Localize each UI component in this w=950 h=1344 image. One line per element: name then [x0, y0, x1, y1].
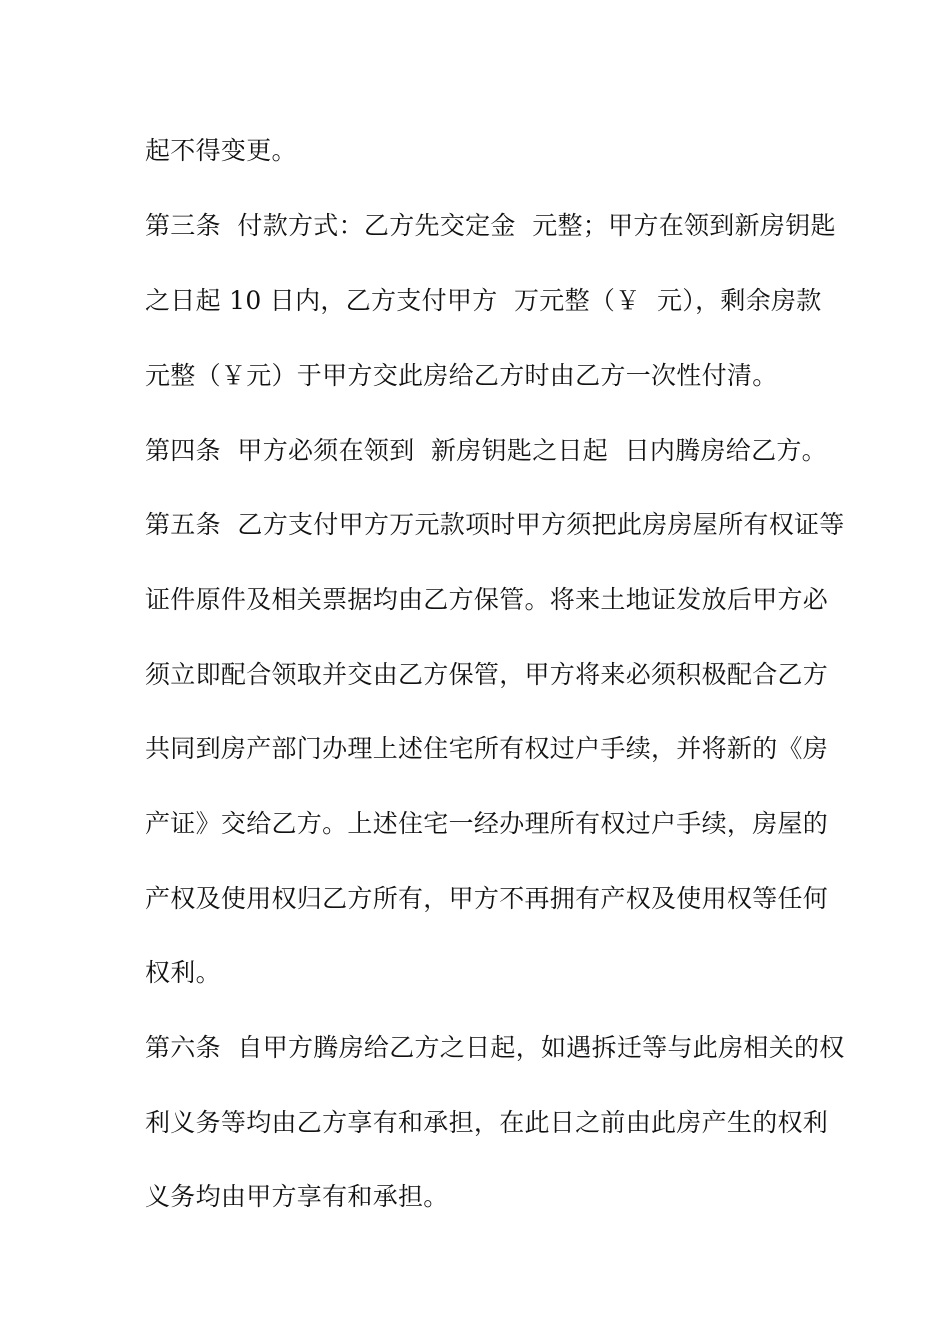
text-line: 之日起 10 日内，乙方支付甲方 万元整（￥ 元），剩余房款	[145, 286, 822, 315]
text-line: 元整（￥元）于甲方交此房给乙方时由乙方一次性付清。	[145, 361, 778, 390]
text-line: 利义务等均由乙方享有和承担，在此日之前由此房产生的权利	[145, 1108, 829, 1137]
text-line: 第三条 付款方式：乙方先交定金 元整；甲方在领到新房钥匙	[145, 211, 836, 240]
text-line: 义务均由甲方享有和承担。	[145, 1182, 449, 1211]
text-line: 证件原件及相关票据均由乙方保管。将来土地证发放后甲方必	[145, 585, 829, 614]
text-line: 起不得变更。	[145, 136, 297, 165]
text-line: 第五条 乙方支付甲方万元款项时甲方须把此房房屋所有权证等	[145, 510, 845, 539]
text-line: 产证》交给乙方。上述住宅一经办理所有权过户手续，房屋的	[145, 809, 829, 838]
text-line: 须立即配合领取并交由乙方保管，甲方将来必须积极配合乙方	[145, 660, 829, 689]
text-line: 共同到房产部门办理上述住宅所有权过户手续，并将新的《房	[145, 734, 829, 763]
text-line: 权利。	[145, 958, 221, 987]
text-line: 第四条 甲方必须在领到 新房钥匙之日起 日内腾房给乙方。	[145, 436, 827, 465]
text-line: 产权及使用权归乙方所有，甲方不再拥有产权及使用权等任何	[145, 884, 829, 913]
text-line: 第六条 自甲方腾房给乙方之日起，如遇拆迁等与此房相关的权	[145, 1033, 845, 1062]
